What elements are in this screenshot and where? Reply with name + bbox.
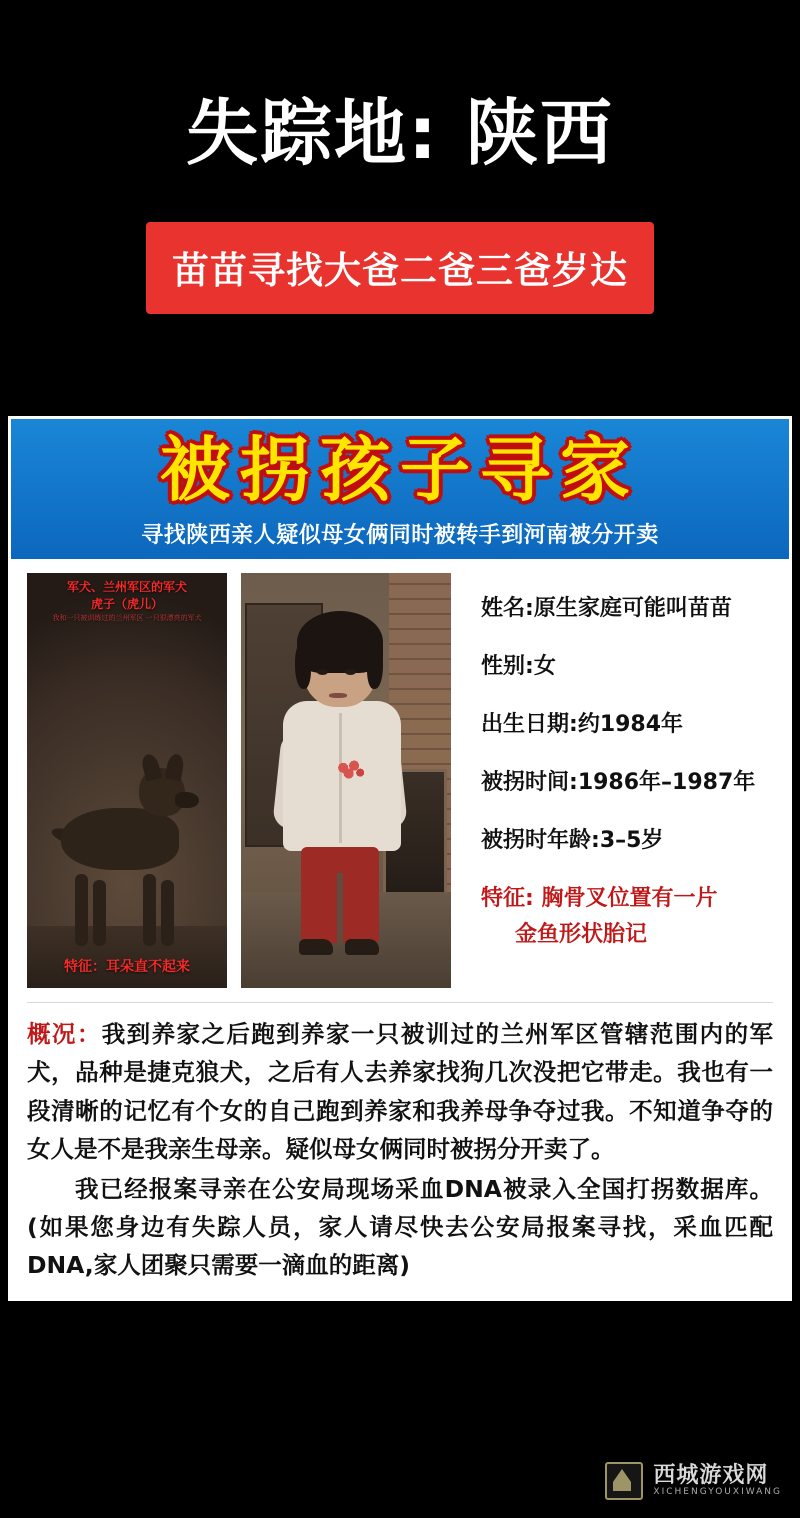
photo-and-details-row	[27, 573, 773, 988]
detail-gender-label: 性别:	[481, 654, 534, 680]
dog-caption-small: 我和一只被训练过的兰州军区 一只很漂亮的军犬	[52, 613, 202, 622]
watermark	[605, 1462, 782, 1500]
dog-leg	[161, 880, 174, 946]
child-hair-side	[295, 643, 311, 689]
summary-text-1: 我到养家之后跑到养家一只被训过的兰州军区管辖范围内的军犬，品种是捷克狼犬，之后有人去养家找狗几次没把它带走。我也有一段清晰的记忆有个女的自己跑到养家和我养母争夺过我。不知道争夺的女人是不是我亲生母亲。疑似母女俩同时被拐分开卖了。	[27, 1020, 774, 1163]
detail-name	[481, 591, 773, 622]
dog-leg	[143, 874, 156, 946]
child-photo	[241, 573, 451, 988]
detail-name-value: 原生家庭可能叫苗苗	[533, 596, 732, 622]
dog-snout	[175, 792, 199, 808]
dog-photo-caption-bottom	[27, 956, 227, 976]
detail-abduction-age-value: 3–5岁	[599, 828, 664, 854]
dog-silhouette	[51, 746, 201, 946]
dog-leg	[75, 874, 88, 946]
detail-birthdate-label: 出生日期:	[481, 712, 578, 738]
watermark-site-name: 西城游戏网	[653, 1462, 769, 1488]
dog-photo	[27, 573, 227, 988]
subtitle-banner: 苗苗寻找大爸二爸三爸岁达	[146, 222, 654, 314]
detail-abduction-age-label: 被拐时年龄:	[481, 828, 600, 854]
detail-feature-line2: 金鱼形状胎记	[515, 921, 648, 947]
summary-paragraph-1	[27, 1015, 773, 1167]
detail-abduction-age	[481, 823, 773, 854]
dog-leg	[93, 880, 106, 946]
detail-birthdate	[481, 707, 773, 738]
child-shoe	[345, 939, 379, 955]
dog-feature-value: 耳朵直不起来	[106, 959, 190, 976]
child-flower	[333, 759, 367, 781]
dog-caption-line2: 虎子（虎儿）	[90, 596, 163, 611]
child-pants-gap	[337, 873, 343, 943]
details-list	[465, 573, 773, 978]
detail-feature	[481, 881, 773, 951]
dog-photo-caption-top	[27, 579, 227, 622]
summary-section	[27, 1002, 773, 1283]
detail-feature-label: 特征:	[481, 886, 534, 912]
dog-caption-line1: 军犬、兰州军区的军犬	[66, 580, 187, 595]
dog-body	[61, 808, 179, 870]
detail-abduction-time-label: 被拐时间:	[481, 770, 578, 796]
poster-body	[11, 559, 789, 1297]
detail-abduction-time	[481, 765, 773, 796]
detail-name-label: 姓名:	[481, 596, 534, 622]
detail-birthdate-value: 约1984年	[577, 712, 684, 738]
page-title: 失踪地: 陕西	[186, 91, 614, 175]
dog-feature-label: 特征：	[64, 959, 106, 976]
child-shoe	[299, 939, 333, 955]
detail-gender	[481, 649, 773, 680]
summary-label: 概况：	[27, 1020, 102, 1049]
shield-logo-icon	[605, 1462, 643, 1500]
detail-gender-value: 女	[533, 654, 556, 680]
detail-abduction-time-value: 1986年–1987年	[577, 770, 756, 796]
watermark-text	[653, 1464, 782, 1498]
summary-paragraph-2: 我已经报案寻亲在公安局现场采血DNA被录入全国打拐数据库。(如果您身边有失踪人员，家人请尽快去公安局报案寻找，采血匹配DNA,家人团聚只需要一滴血的距离)	[27, 1174, 773, 1279]
poster-header-title: 被拐孩子寻家	[160, 429, 640, 511]
poster-header	[11, 419, 789, 559]
dog-ear	[165, 753, 185, 781]
subtitle-banner-container	[0, 222, 800, 314]
watermark-site-pinyin: XICHENGYOUXIWANG	[653, 1487, 782, 1498]
detail-feature-line1: 胸骨叉位置有一片	[533, 886, 718, 912]
missing-person-poster	[8, 416, 792, 1301]
poster-header-subtitle: 寻找陕西亲人疑似母女俩同时被转手到河南被分开卖	[141, 523, 659, 549]
